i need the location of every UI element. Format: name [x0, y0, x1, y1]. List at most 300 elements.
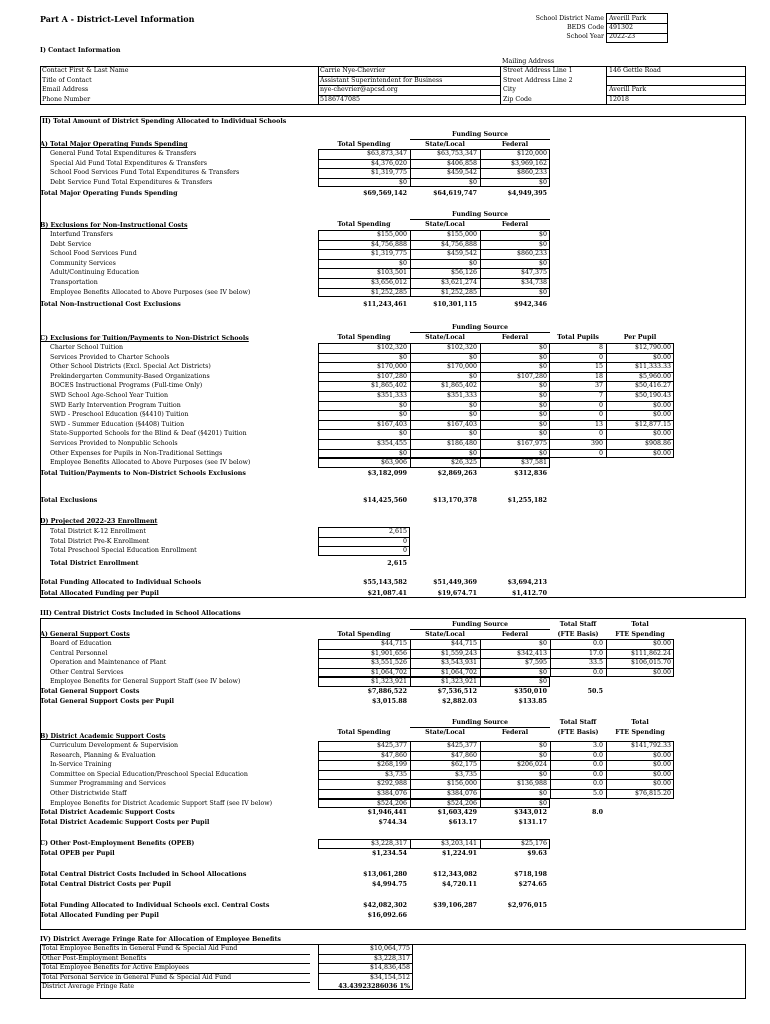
row-label: School Food Services Fund: [50, 250, 137, 258]
row-value: 0.0: [592, 770, 603, 778]
row-value: $0: [538, 401, 547, 409]
row-value: $908.86: [644, 440, 671, 447]
row-value: $3,735: [454, 770, 477, 778]
section-heading: I) Contact Information: [40, 47, 121, 54]
row-label: Committee on Special Education/Preschool Special Education: [50, 770, 248, 778]
col-header: FTE Spending: [615, 631, 665, 638]
row-value: $1,412.70: [511, 590, 547, 597]
row-value: $155,000: [446, 231, 477, 238]
row-value: $0.00: [652, 770, 671, 778]
row-value: $384,076: [376, 790, 407, 797]
rule-line: [318, 963, 413, 964]
row-value: $350,010: [514, 688, 547, 695]
row-value: $0.00: [652, 449, 671, 457]
row-value: 50.5: [587, 688, 603, 695]
row-value: $0.00: [652, 353, 671, 361]
row-value: $107,280: [516, 372, 547, 380]
row-label: Summer Programming and Services: [50, 780, 166, 788]
col-header: Total Spending: [337, 141, 391, 148]
row-value: $524,206: [376, 799, 407, 807]
row-value: $131.17: [518, 819, 547, 826]
subsection-heading: C) Exclusions for Tuition/Payments to Non-District Schools: [40, 335, 249, 342]
row-value: 0: [402, 547, 407, 555]
row-label: School Food Services Fund Total Expenditures & Transfers: [50, 169, 240, 177]
row-label: Total Employee Benefits in General Fund & Special Aid Fund: [42, 945, 238, 952]
row-value: $0: [538, 790, 547, 797]
row-value: $1,946,441: [367, 809, 407, 816]
row-value: $0: [468, 372, 477, 380]
contact-value: Assistant Superintendent for Business: [320, 76, 443, 84]
row-value: $11,243,461: [363, 301, 407, 308]
beds-code-label: BEDS Code: [567, 24, 604, 31]
funding-source-header: Funding Source: [452, 211, 508, 218]
row-label: Community Services: [50, 259, 116, 267]
row-value: $0.00: [652, 640, 671, 647]
row-label: Total Funding Allocated to Individual Schools excl. Central Costs: [40, 902, 270, 909]
subsection-heading: B) District Academic Support Costs: [40, 733, 166, 740]
row-value: $2,882.03: [441, 698, 477, 705]
row-value: $860,233: [516, 250, 547, 258]
row-value: $44,715: [380, 640, 407, 647]
row-value: $167,403: [446, 420, 477, 428]
row-label: Total District Enrollment: [50, 560, 139, 567]
row-value: $1,234.54: [371, 850, 407, 857]
row-value: $3,621,274: [440, 279, 477, 286]
row-value: $186,480: [446, 440, 477, 447]
row-value: $1,901,656: [370, 649, 407, 657]
col-header: Per Pupil: [623, 334, 657, 341]
row-value: $1,064,702: [440, 668, 477, 676]
row-value: $0: [468, 449, 477, 457]
rule-line: [410, 727, 550, 728]
rule-line: [318, 954, 413, 955]
address-label: Street Address Line 1: [503, 67, 573, 74]
row-value: $744.34: [378, 819, 407, 826]
col-header: State/Local: [425, 221, 465, 228]
row-label: Total Allocated Funding per Pupil: [40, 912, 159, 919]
row-value: $141,792.33: [630, 742, 671, 749]
page-title: Part A - District-Level Information: [40, 14, 195, 24]
row-label: In-Service Training: [50, 761, 112, 769]
col-header: State/Local: [425, 729, 465, 736]
row-value: $4,949,395: [507, 190, 547, 197]
row-value: $0: [398, 178, 407, 186]
address-label: City: [503, 86, 516, 94]
rule-line: [606, 76, 746, 77]
col-header: Federal: [501, 141, 529, 148]
row-value: 8: [598, 344, 603, 351]
section-heading: III) Central District Costs Included in School Allocations: [40, 610, 241, 617]
row-value: $12,877.15: [634, 420, 671, 428]
row-value: $0.00: [652, 430, 671, 438]
row-value: $1,252,285: [370, 288, 407, 296]
row-value: $0: [468, 430, 477, 438]
row-value: $3,694,213: [507, 579, 547, 586]
row-label: Total General Support Costs: [40, 688, 140, 695]
row-label: Total Personal Service in General Fund & Special Aid Fund: [42, 973, 232, 981]
row-value: $170,000: [376, 363, 407, 371]
row-value: $0: [538, 288, 547, 296]
row-value: $56,126: [450, 269, 477, 277]
row-value: $0: [538, 382, 547, 390]
row-value: 3.0: [592, 742, 603, 749]
row-value: $0: [538, 259, 547, 267]
row-value: $50,190.43: [634, 392, 671, 399]
row-label: Research, Planning & Evaluation: [50, 751, 156, 759]
row-value: $0.00: [652, 751, 671, 759]
row-value: $0: [398, 353, 407, 361]
row-value: $13,061,280: [363, 871, 407, 878]
rule-line: [410, 219, 550, 220]
row-value: $14,836,458: [369, 964, 410, 972]
row-value: $0: [468, 401, 477, 409]
col-header: FTE Spending: [615, 729, 665, 736]
row-value: $3,656,012: [370, 279, 407, 286]
col-header: Total: [631, 719, 649, 726]
row-label: Total Allocated Funding per Pupil: [40, 590, 159, 597]
row-value: $3,182,099: [367, 470, 407, 477]
col-header: Total Pupils: [557, 334, 599, 341]
row-value: $0: [398, 259, 407, 267]
row-value: 37: [594, 382, 603, 390]
school-year-label: School Year: [566, 33, 604, 40]
row-value: $524,206: [446, 799, 477, 807]
row-value: $4,720.11: [441, 881, 477, 888]
row-value: $3,551,526: [370, 659, 407, 667]
row-value: 0: [598, 411, 603, 419]
rule-line: [318, 973, 413, 974]
col-header: Federal: [501, 729, 529, 736]
row-label: Charter School Tuition: [50, 344, 124, 351]
row-value: $7,886,522: [367, 688, 407, 695]
row-value: $63,753,347: [436, 150, 477, 157]
col-header: (FTE Basis): [557, 729, 599, 736]
row-value: $14,425,560: [363, 497, 407, 504]
row-value: $3,543,931: [440, 659, 477, 667]
row-value: $12,343,082: [433, 871, 477, 878]
row-label: State-Supported Schools for the Blind & Deaf (§4201) Tuition: [50, 430, 247, 438]
row-value: $34,738: [520, 279, 547, 286]
row-value: $10,301,115: [433, 301, 477, 308]
row-value: $4,376,020: [370, 159, 407, 167]
col-header: Federal: [501, 221, 529, 228]
row-label: Total Central District Costs per Pupil: [40, 881, 171, 888]
rule-line: [500, 66, 501, 105]
row-label: Board of Education: [50, 640, 112, 647]
row-label: Debt Service: [50, 240, 92, 248]
row-value: $133.85: [518, 698, 547, 705]
row-label: General Fund Total Expenditures & Transfers: [50, 150, 197, 157]
row-value: $44,715: [450, 640, 477, 647]
row-value: $0.00: [652, 761, 671, 769]
row-value: $0: [468, 259, 477, 267]
subsection-heading: D) Projected 2022-23 Enrollment: [40, 518, 158, 525]
row-value: $0: [538, 799, 547, 807]
row-label: Total Tuition/Payments to Non-District Schools Exclusions: [40, 470, 246, 477]
row-value: 0.0: [592, 668, 603, 676]
row-value: $111,862.24: [630, 649, 671, 657]
contact-value: 5186747085: [320, 95, 361, 103]
row-value: $13,170,378: [433, 497, 477, 504]
row-value: $459,542: [446, 169, 477, 177]
row-label: Curriculum Development & Supervision: [50, 742, 179, 749]
row-value: $7,595: [524, 659, 547, 667]
row-value: $62,175: [450, 761, 477, 769]
row-value: $167,975: [516, 440, 547, 447]
contact-label: Title of Contact: [42, 76, 92, 84]
address-value: Averill Park: [609, 86, 647, 94]
row-value: $343,012: [514, 809, 547, 816]
row-value: $1,323,921: [440, 678, 477, 686]
row-value: $12,790.00: [634, 344, 671, 351]
row-label: Employee Benefits Allocated to Above Purposes (see IV below): [50, 459, 251, 467]
row-value: $76,815.20: [634, 790, 671, 797]
row-value: $0: [538, 344, 547, 351]
row-value: $1,559,243: [440, 649, 477, 657]
row-value: $0: [538, 449, 547, 457]
row-label: Total Major Operating Funds Spending: [40, 190, 178, 197]
col-header: Total Spending: [337, 221, 391, 228]
row-value: $167,403: [376, 420, 407, 428]
row-label: Total Employee Benefits for Active Employees: [42, 964, 189, 972]
row-value: 8.0: [592, 809, 603, 816]
row-value: $7,536,512: [437, 688, 477, 695]
subsection-heading: B) Exclusions for Non-Instructional Costs: [40, 222, 188, 229]
row-value: 17.0: [588, 649, 603, 657]
row-value: $425,377: [376, 742, 407, 749]
row-value: $1,603,429: [437, 809, 477, 816]
row-value: $613.17: [448, 819, 477, 826]
row-value: $268,199: [376, 761, 407, 769]
row-label: Other School Districts (Excl. Special Act Districts): [50, 363, 211, 371]
row-value: $156,000: [446, 780, 477, 788]
row-value: $16,092.66: [367, 912, 407, 919]
row-label: Transportation: [50, 279, 98, 286]
district-name-value: Averill Park: [609, 15, 647, 22]
row-label: Total Non-Instructional Cost Exclusions: [40, 301, 181, 308]
row-value: $42,082,302: [363, 902, 407, 909]
row-value: 0: [598, 449, 603, 457]
row-value: $1,319,775: [370, 250, 407, 258]
row-label: SWD Early Intervention Program Tuition: [50, 401, 181, 409]
row-value: $0: [468, 353, 477, 361]
row-value: 0: [598, 353, 603, 361]
row-value: $3,015.88: [371, 698, 407, 705]
address-value: 146 Gettle Road: [609, 67, 661, 74]
row-value: $0: [538, 770, 547, 778]
row-value: $0.00: [652, 411, 671, 419]
address-label: Street Address Line 2: [503, 76, 573, 84]
row-value: $4,756,888: [440, 240, 477, 248]
row-label: Total Preschool Special Education Enrollment: [50, 547, 197, 555]
row-label: Total OPEB per Pupil: [40, 850, 115, 857]
row-value: $3,228,317: [370, 840, 407, 847]
row-value: $0: [538, 363, 547, 371]
row-label: Total General Support Costs per Pupil: [40, 698, 175, 705]
row-value: 18: [594, 372, 603, 380]
row-value: 7: [598, 392, 603, 399]
row-label: Debt Service Fund Total Expenditures & Transfers: [50, 178, 213, 186]
row-label: District Average Fringe Rate: [42, 983, 135, 991]
row-value: $292,988: [376, 780, 407, 788]
row-value: 2,615: [388, 528, 407, 535]
col-header: State/Local: [425, 631, 465, 638]
row-value: $37,581: [520, 459, 547, 467]
col-header: State/Local: [425, 141, 465, 148]
subsection-heading: C) Other Post-Employment Benefits (OPEB): [40, 840, 195, 847]
row-label: Total District Academic Support Costs per Pupil: [40, 819, 210, 826]
row-value: $1,323,921: [370, 678, 407, 686]
row-value: 0.0: [592, 780, 603, 788]
row-value: $155,000: [376, 231, 407, 238]
row-value: 33.5: [588, 659, 603, 667]
contact-value: nye-chevrier@apcsd.org: [320, 86, 398, 94]
row-label: Total Exclusions: [40, 497, 98, 504]
row-value: $55,143,582: [363, 579, 407, 586]
row-label: Other Post-Employment Benefits: [42, 954, 147, 962]
row-value: $1,319,775: [370, 169, 407, 177]
col-header: Total Spending: [337, 729, 391, 736]
row-label: Total District Pre-K Enrollment: [50, 537, 150, 545]
row-value: $0: [538, 678, 547, 686]
row-value: $1,865,402: [440, 382, 477, 390]
row-label: Total Central District Costs Included in School Allocations: [40, 871, 247, 878]
funding-source-header: Funding Source: [452, 621, 508, 628]
row-value: $3,969,162: [510, 159, 547, 167]
row-value: $0: [538, 430, 547, 438]
row-value: $718,198: [514, 871, 547, 878]
funding-source-header: Funding Source: [452, 324, 508, 331]
row-label: Prekindergarten Community-Based Organizations: [50, 372, 210, 380]
row-label: Employee Benefits for General Support Staff (see IV below): [50, 678, 241, 686]
row-value: $3,228,317: [373, 954, 410, 962]
row-value: $106,015.70: [630, 659, 671, 667]
col-header: Federal: [501, 334, 529, 341]
row-label: Interfund Transfers: [50, 231, 113, 238]
row-value: $942,346: [514, 301, 547, 308]
row-value: $0: [538, 751, 547, 759]
subsection-heading: A) Total Major Operating Funds Spending: [40, 141, 188, 148]
section-heading: IV) District Average Fringe Rate for Allocation of Employee Benefits: [40, 936, 281, 943]
row-label: Total District K-12 Enrollment: [50, 528, 146, 535]
col-header: Total Staff: [559, 621, 597, 628]
row-value: $0: [538, 742, 547, 749]
row-label: SWD School Age-School Year Tuition: [50, 392, 169, 399]
row-value: $107,280: [376, 372, 407, 380]
funding-source-header: Funding Source: [452, 131, 508, 138]
rule-line: [410, 332, 550, 333]
row-value: $120,000: [516, 150, 547, 157]
row-label: BOCES Instructional Programs (Full-time Only): [50, 382, 203, 390]
beds-code-value: 491302: [609, 24, 634, 31]
row-value: $103,501: [376, 269, 407, 277]
table-box: [318, 944, 413, 990]
row-label: Services Provided to Charter Schools: [50, 353, 170, 361]
row-value: $384,076: [446, 790, 477, 797]
row-value: 390: [590, 440, 603, 447]
rule-line: [410, 139, 550, 140]
row-value: $0: [538, 420, 547, 428]
row-value: 2,615: [387, 560, 407, 567]
row-value: $342,413: [516, 649, 547, 657]
row-label: Total District Academic Support Costs: [40, 809, 175, 816]
row-value: $1,224.91: [441, 850, 477, 857]
row-value: $0.00: [652, 780, 671, 788]
row-value: $0: [398, 401, 407, 409]
row-value: $69,569,142: [363, 190, 407, 197]
row-label: SWD - Preschool Education (§4410) Tuition: [50, 411, 189, 419]
address-label: Zip Code: [503, 95, 532, 103]
row-value: $25,176: [520, 840, 547, 847]
section-heading: II) Total Amount of District Spending Allocated to Individual Schools: [42, 118, 287, 125]
row-value: $354,455: [376, 440, 407, 447]
row-value: $51,449,369: [433, 579, 477, 586]
row-value: $0: [398, 430, 407, 438]
row-value: $0.00: [652, 668, 671, 676]
row-value: $47,860: [450, 751, 477, 759]
row-value: 0: [598, 430, 603, 438]
row-value: $0: [538, 668, 547, 676]
row-value: 5.0: [592, 790, 603, 797]
row-value: $0: [538, 411, 547, 419]
col-header: Total Staff: [559, 719, 597, 726]
row-value: $47,375: [520, 269, 547, 277]
row-value: $1,865,402: [370, 382, 407, 390]
row-value: $102,320: [376, 344, 407, 351]
funding-source-header: Funding Source: [452, 719, 508, 726]
row-value: 0.0: [592, 751, 603, 759]
col-header: Total Spending: [337, 631, 391, 638]
row-label: SWD - Summer Education (§4408) Tuition: [50, 420, 185, 428]
row-value: $39,106,287: [433, 902, 477, 909]
row-value: 0.0: [592, 640, 603, 647]
row-value: $3,735: [384, 770, 407, 778]
row-value: $50,416.27: [634, 382, 671, 390]
row-value: $170,000: [446, 363, 477, 371]
row-value: $425,377: [446, 742, 477, 749]
row-value: $64,619,747: [433, 190, 477, 197]
contact-label: Phone Number: [42, 95, 91, 103]
row-label: Other Expenses for Pupils in Non-Traditional Settings: [50, 449, 223, 457]
school-year-value: 2022-23: [609, 33, 636, 40]
row-value: $10,064,775: [369, 945, 410, 952]
row-value: 0: [402, 537, 407, 545]
row-label: Special Aid Fund Total Expenditures & Transfers: [50, 159, 208, 167]
row-value: 0.0: [592, 761, 603, 769]
row-label: Operation and Maintenance of Plant: [50, 659, 167, 667]
row-value: $1,255,182: [507, 497, 547, 504]
col-header: State/Local: [425, 334, 465, 341]
row-value: $9.63: [527, 850, 547, 857]
row-value: $2,869,263: [437, 470, 477, 477]
row-value: $0: [538, 231, 547, 238]
row-value: $136,988: [516, 780, 547, 788]
row-value: $1,252,285: [440, 288, 477, 296]
row-value: $0: [468, 178, 477, 186]
col-header: Total Spending: [337, 334, 391, 341]
row-value: 0: [598, 401, 603, 409]
row-value: $860,233: [516, 169, 547, 177]
row-label: Employee Benefits Allocated to Above Purposes (see IV below): [50, 288, 251, 296]
row-label: Services Provided to Nonpublic Schools: [50, 440, 178, 447]
row-value: $21,087.41: [367, 590, 407, 597]
row-value: $4,756,888: [370, 240, 407, 248]
contact-label: Contact First & Last Name: [42, 67, 129, 74]
row-label: Other Central Services: [50, 668, 124, 676]
row-value: $11,333.33: [634, 363, 671, 371]
row-value: $1,064,702: [370, 668, 407, 676]
row-value: $0.00: [652, 401, 671, 409]
